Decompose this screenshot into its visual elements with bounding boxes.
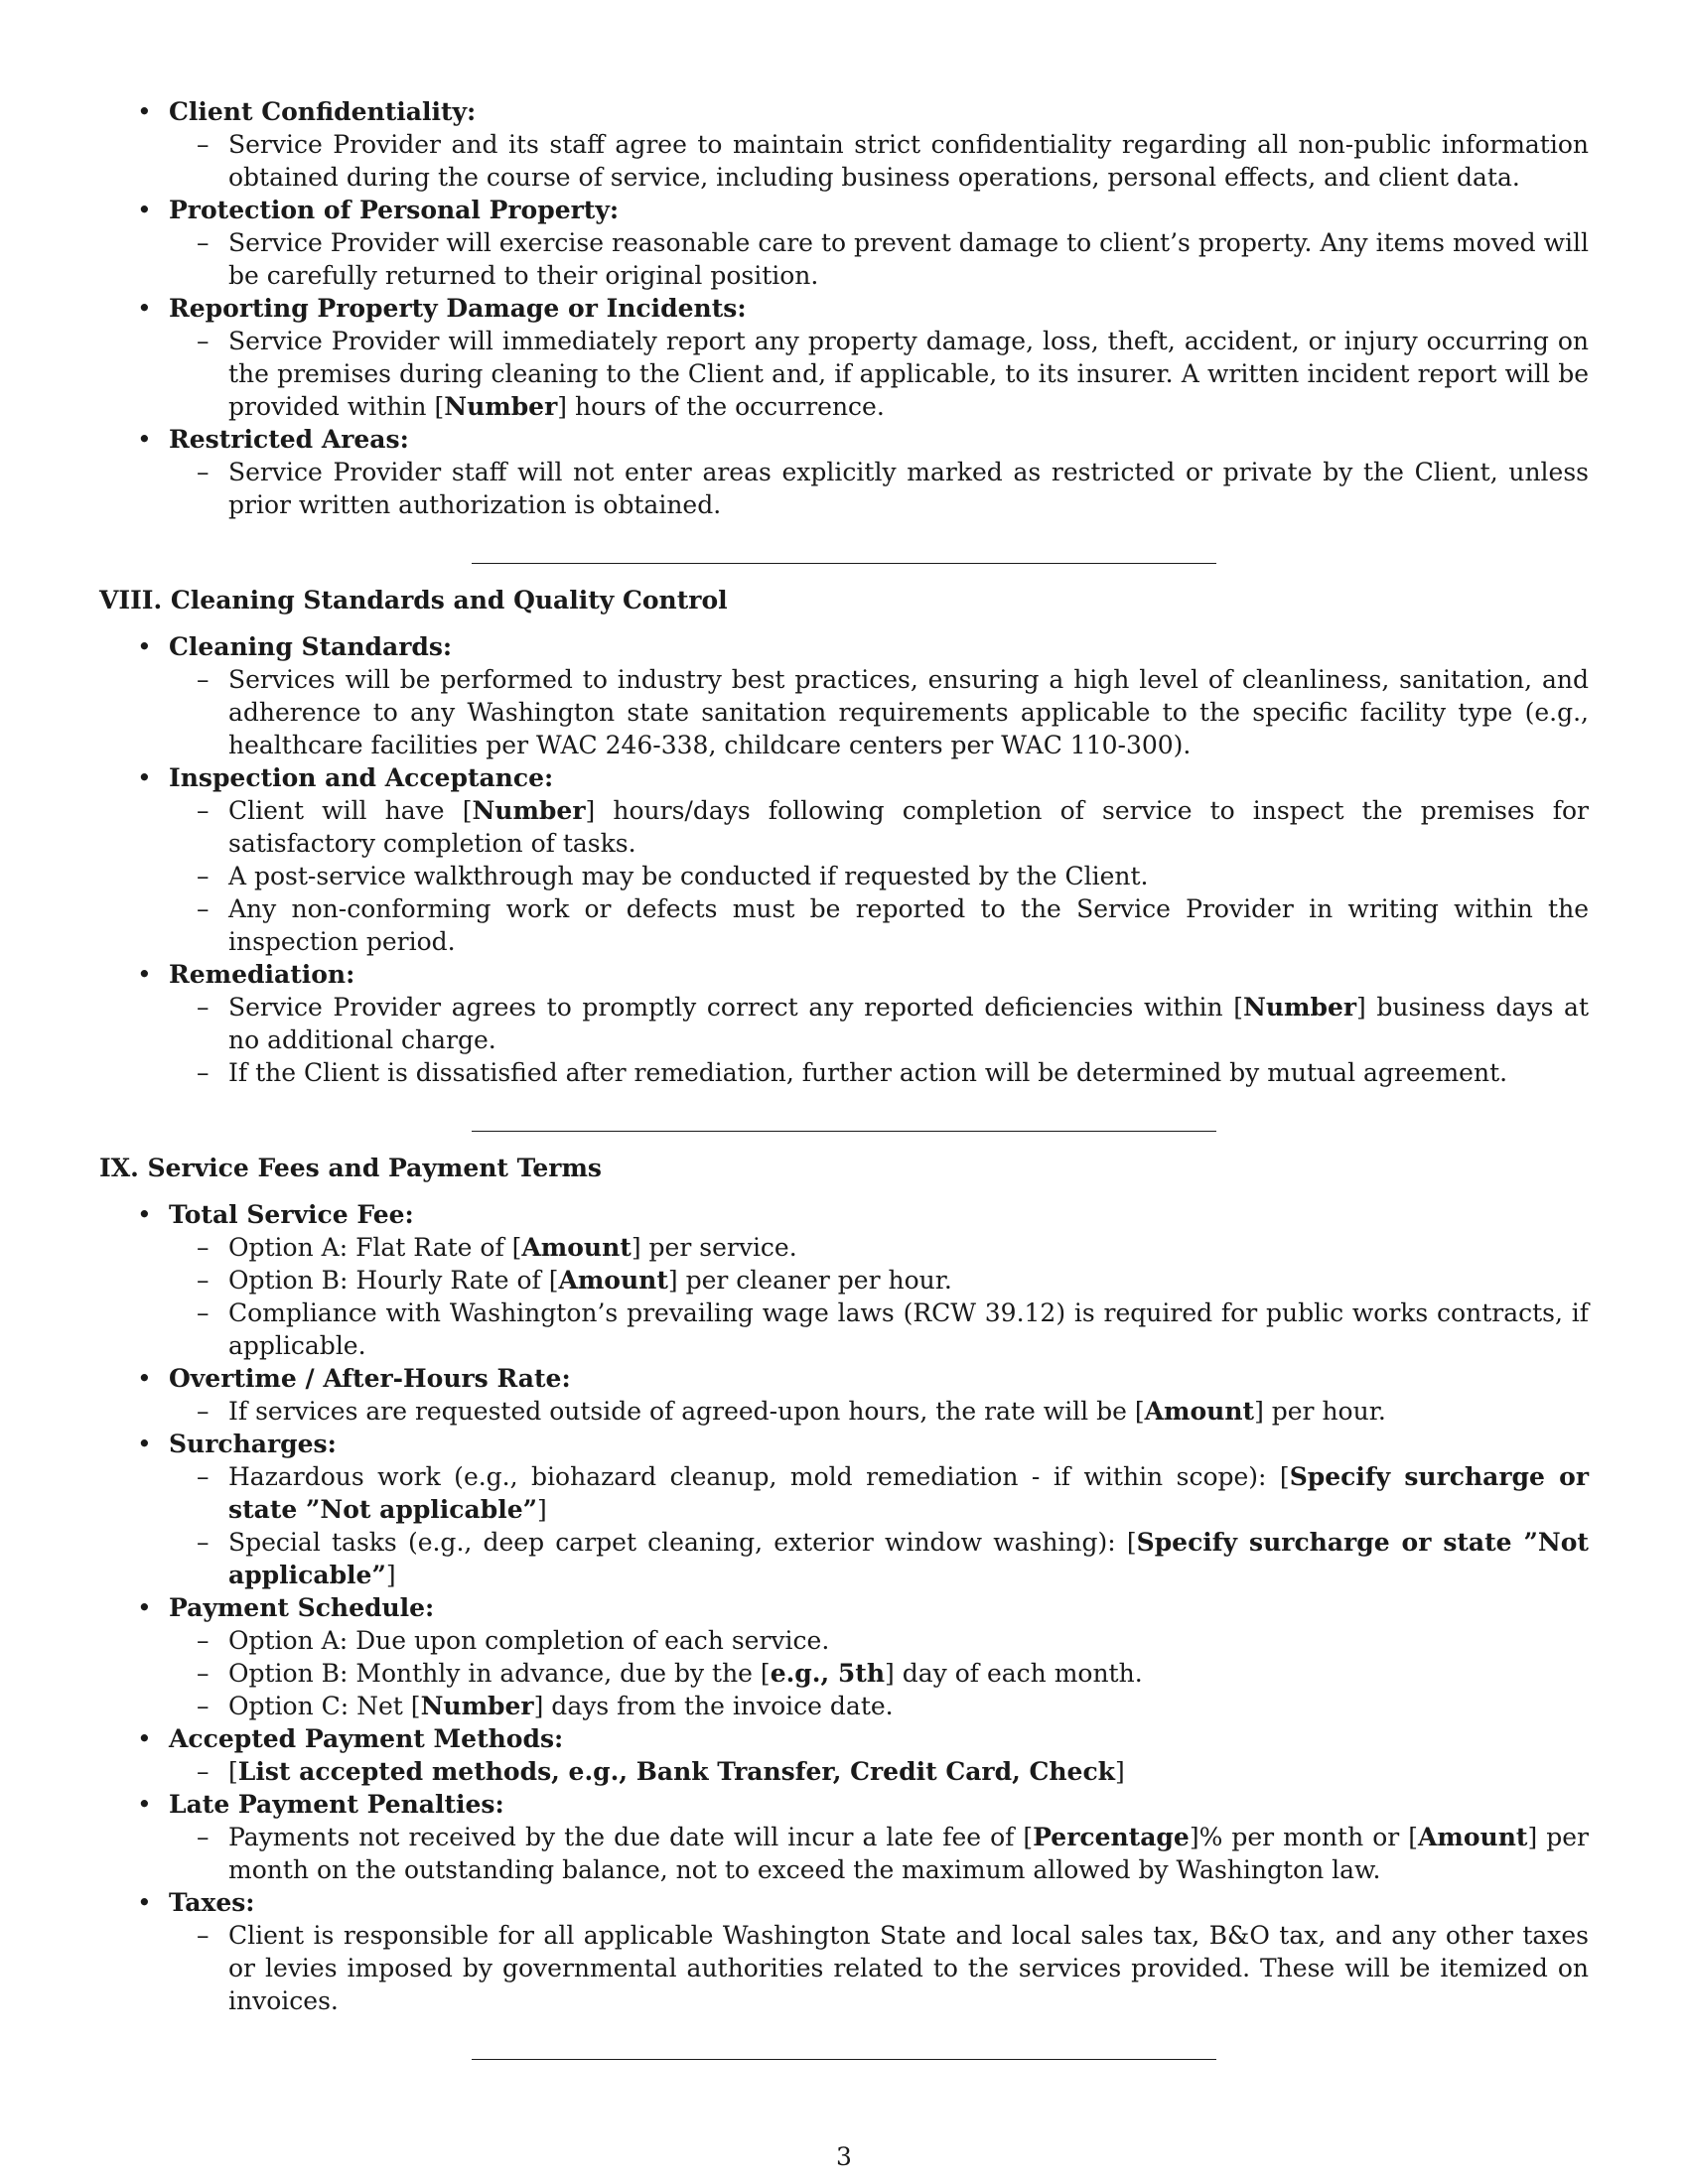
list-item	[99, 1362, 1589, 1428]
sub-item: – A post-service walkthrough may be conducted if requested by the Client.	[169, 860, 1589, 892]
sub-item: – Payments not received by the due date will incur a late fee of [Percentage]% per month or [Amount] per month on the outstanding balance, not to exceed the maximum allowed by Washington law.	[169, 1821, 1589, 1886]
sub-item: – If the Client is dissatisfied after remediation, further action will be determined by mutual agreement.	[169, 1056, 1589, 1089]
sub-item: – Option C: Net [Number] days from the invoice date.	[169, 1690, 1589, 1722]
sub-item: – Special tasks (e.g., deep carpet cleaning, exterior window washing): [Specify surcharge or state ”Not applicable”]	[169, 1526, 1589, 1591]
item-title: • Overtime / After-Hours Rate:	[169, 1364, 571, 1393]
page-number: 3	[836, 2142, 852, 2171]
item-title: • Reporting Property Damage or Incidents:	[169, 294, 747, 323]
sub-item: – Service Provider agrees to promptly correct any reported deficiencies within [Number] business days at no additional charge.	[169, 991, 1589, 1056]
list-item	[99, 1722, 1589, 1788]
sub-item: – Option B: Monthly in advance, due by the [e.g., 5th] day of each month.	[169, 1657, 1589, 1690]
sub-item: – Service Provider will exercise reasonable care to prevent damage to client’s property. Any items moved will be carefully returned to their original position.	[169, 226, 1589, 292]
section-vii-list	[99, 95, 1589, 521]
item-title: • Total Service Fee:	[169, 1200, 414, 1229]
sub-item: – Services will be performed to industry best practices, ensuring a high level of cleanliness, sanitation, and adherence to any Washington state sanitation requirements applicable to the specific facility type (e.g., healthcare facilities per WAC 246-338, childcare centers per WAC 110-300).	[169, 663, 1589, 761]
section-heading: IX. Service Fees and Payment Terms	[99, 1154, 602, 1182]
list-item	[99, 761, 1589, 958]
sub-item: – Client will have [Number] hours/days following completion of service to inspect the premises for satisfactory completion of tasks.	[169, 794, 1589, 860]
sub-item: – Service Provider and its staff agree to maintain strict confidentiality regarding all non-public information obtained during the course of service, including business operations, personal effects, and client data.	[169, 128, 1589, 194]
sub-item: – Service Provider will immediately report any property damage, loss, theft, accident, or injury occurring on the premises during cleaning to the Client and, if applicable, to its insurer. A written incident report will be provided within [Number] hours of the occurrence.	[169, 325, 1589, 423]
item-title: • Protection of Personal Property:	[169, 196, 620, 224]
item-title: • Restricted Areas:	[169, 425, 409, 454]
section-viii-list	[99, 630, 1589, 1089]
document-page	[99, 95, 1589, 2060]
item-title: • Client Confidentiality:	[169, 97, 477, 126]
sub-item: – Client is responsible for all applicable Washington State and local sales tax, B&O tax, and any other taxes or levies imposed by governmental authorities related to the services provided. These will be itemized on invoices.	[169, 1919, 1589, 2017]
item-title: • Cleaning Standards:	[169, 632, 453, 661]
section-divider	[472, 2059, 1216, 2060]
item-title: • Taxes:	[169, 1888, 255, 1917]
list-item	[99, 1591, 1589, 1722]
item-title: • Late Payment Penalties:	[169, 1790, 504, 1819]
item-title: • Payment Schedule:	[169, 1593, 435, 1622]
list-item	[99, 95, 1589, 194]
sub-item: – If services are requested outside of agreed-upon hours, the rate will be [Amount] per hour.	[169, 1395, 1589, 1428]
sub-item: – [List accepted methods, e.g., Bank Transfer, Credit Card, Check]	[169, 1755, 1589, 1788]
list-item	[99, 630, 1589, 761]
sub-item: – Option B: Hourly Rate of [Amount] per cleaner per hour.	[169, 1264, 1589, 1297]
item-title: • Surcharges:	[169, 1430, 337, 1458]
item-title: • Accepted Payment Methods:	[169, 1724, 564, 1753]
list-item	[99, 1886, 1589, 2017]
section-heading: VIII. Cleaning Standards and Quality Control	[99, 586, 728, 614]
item-title: • Remediation:	[169, 960, 355, 989]
section-divider	[472, 563, 1216, 564]
list-item	[99, 423, 1589, 521]
list-item	[99, 292, 1589, 423]
item-title: • Inspection and Acceptance:	[169, 763, 554, 792]
list-item	[99, 1788, 1589, 1886]
list-item	[99, 194, 1589, 292]
section-ix-list	[99, 1198, 1589, 2017]
sub-item: – Option A: Flat Rate of [Amount] per service.	[169, 1231, 1589, 1264]
sub-item: – Any non-conforming work or defects must be reported to the Service Provider in writing within the inspection period.	[169, 892, 1589, 958]
list-item	[99, 958, 1589, 1089]
list-item	[99, 1198, 1589, 1362]
sub-item: – Hazardous work (e.g., biohazard cleanup, mold remediation - if within scope): [Specify surcharge or state ”Not applicable”]	[169, 1460, 1589, 1526]
sub-item: – Compliance with Washington’s prevailing wage laws (RCW 39.12) is required for public works contracts, if applicable.	[169, 1297, 1589, 1362]
sub-item: – Service Provider staff will not enter areas explicitly marked as restricted or private by the Client, unless prior written authorization is obtained.	[169, 456, 1589, 521]
sub-item: – Option A: Due upon completion of each service.	[169, 1624, 1589, 1657]
section-divider	[472, 1131, 1216, 1132]
list-item	[99, 1428, 1589, 1591]
